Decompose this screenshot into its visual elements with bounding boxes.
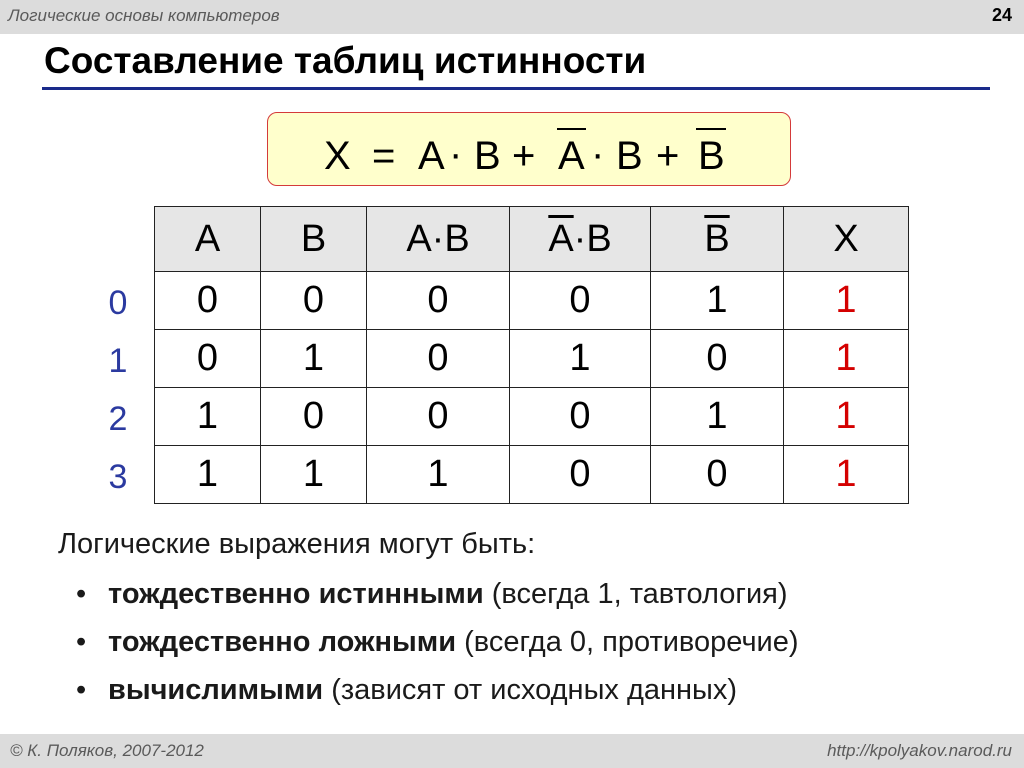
list-item: [76, 674, 799, 722]
formula-term1-b: B: [474, 134, 501, 178]
intro-text: Логические выражения могут быть:: [58, 528, 536, 560]
cell-b: 1: [261, 446, 367, 504]
row-index: 0: [108, 284, 128, 322]
bullet-term: тождественно истинными: [108, 578, 484, 610]
formula-box: [267, 112, 791, 186]
table-row: [155, 272, 909, 330]
header-bar: [0, 0, 1024, 34]
row-index: 2: [108, 400, 128, 438]
cell-nab: 1: [510, 330, 651, 388]
cell-nb: 0: [651, 330, 784, 388]
bullet-note: (всегда 0, противоречие): [464, 626, 799, 658]
header-ab-a: A: [406, 217, 432, 260]
title-underline: [42, 87, 990, 90]
cell-a: 0: [155, 330, 261, 388]
cell-a: 1: [155, 446, 261, 504]
cell-b: 0: [261, 272, 367, 330]
list-item: [76, 578, 799, 626]
cell-a: 1: [155, 388, 261, 446]
footer-url-link[interactable]: http://kpolyakov.narod.ru: [827, 741, 1012, 760]
cell-a: 0: [155, 272, 261, 330]
table-row: [155, 446, 909, 504]
cell-nb: 0: [651, 446, 784, 504]
cell-x: 1: [784, 388, 909, 446]
cell-x: 1: [784, 330, 909, 388]
row-index: 3: [108, 458, 128, 496]
header-nb: $\overline{B}$: [704, 217, 730, 260]
formula-equals: =: [372, 134, 396, 178]
slide-title: Составление таблиц истинности: [44, 40, 647, 81]
cell-b: 0: [261, 388, 367, 446]
footer-copyright: © К. Поляков, 2007-2012: [10, 741, 204, 760]
formula-term1-a: A: [418, 134, 445, 178]
header-ab-dot: ·: [431, 217, 445, 260]
cell-ab: 0: [367, 330, 510, 388]
bullet-marker: •: [76, 674, 87, 706]
formula-plus-2: +: [656, 134, 680, 178]
bullet-term: вычислимыми: [108, 674, 324, 706]
formula: [268, 113, 792, 187]
header-x: X: [784, 207, 909, 272]
header-not-a-and-b: [510, 207, 651, 272]
formula-plus-1: +: [512, 134, 536, 178]
header-not-b: [651, 207, 784, 272]
cell-x: 1: [784, 446, 909, 504]
header-a: A: [155, 207, 261, 272]
header-nab-dot: ·: [573, 217, 587, 260]
bullet-term: тождественно ложными: [108, 626, 457, 658]
bullet-note: (зависят от исходных данных): [331, 674, 738, 706]
bullet-marker: •: [76, 626, 87, 658]
cell-ab: 1: [367, 446, 510, 504]
header-b: B: [261, 207, 367, 272]
formula-term2-a: A: [558, 134, 585, 178]
cell-nab: 0: [510, 446, 651, 504]
header-nab-b: B: [586, 217, 612, 260]
formula-dot-2: ·: [591, 132, 605, 176]
cell-b: 1: [261, 330, 367, 388]
table-header-row: [155, 207, 909, 272]
cell-ab: 0: [367, 388, 510, 446]
cell-nb: 1: [651, 272, 784, 330]
page-number: 24: [991, 5, 1012, 25]
cell-ab: 0: [367, 272, 510, 330]
formula-dot-1: ·: [449, 132, 463, 176]
bullet-note: (всегда 1, тавтология): [491, 578, 788, 610]
cell-nb: 1: [651, 388, 784, 446]
header-nab-a: $\overline{A}$: [548, 217, 574, 260]
bullet-marker: •: [76, 578, 87, 610]
footer-bar: [0, 734, 1024, 768]
formula-term3-b: B: [698, 134, 725, 178]
formula-lhs: X: [324, 134, 351, 178]
row-index: 1: [108, 342, 128, 380]
course-title: Логические основы компьютеров: [8, 6, 280, 25]
cell-x: 1: [784, 272, 909, 330]
cell-nab: 0: [510, 388, 651, 446]
list-item: [76, 626, 799, 674]
bullet-list: [76, 578, 799, 722]
table-row: [155, 388, 909, 446]
header-ab-b: B: [444, 217, 470, 260]
truth-table: [154, 206, 909, 504]
cell-nab: 0: [510, 272, 651, 330]
header-a-and-b: [367, 207, 510, 272]
table-row: [155, 330, 909, 388]
formula-term2-b: B: [616, 134, 643, 178]
